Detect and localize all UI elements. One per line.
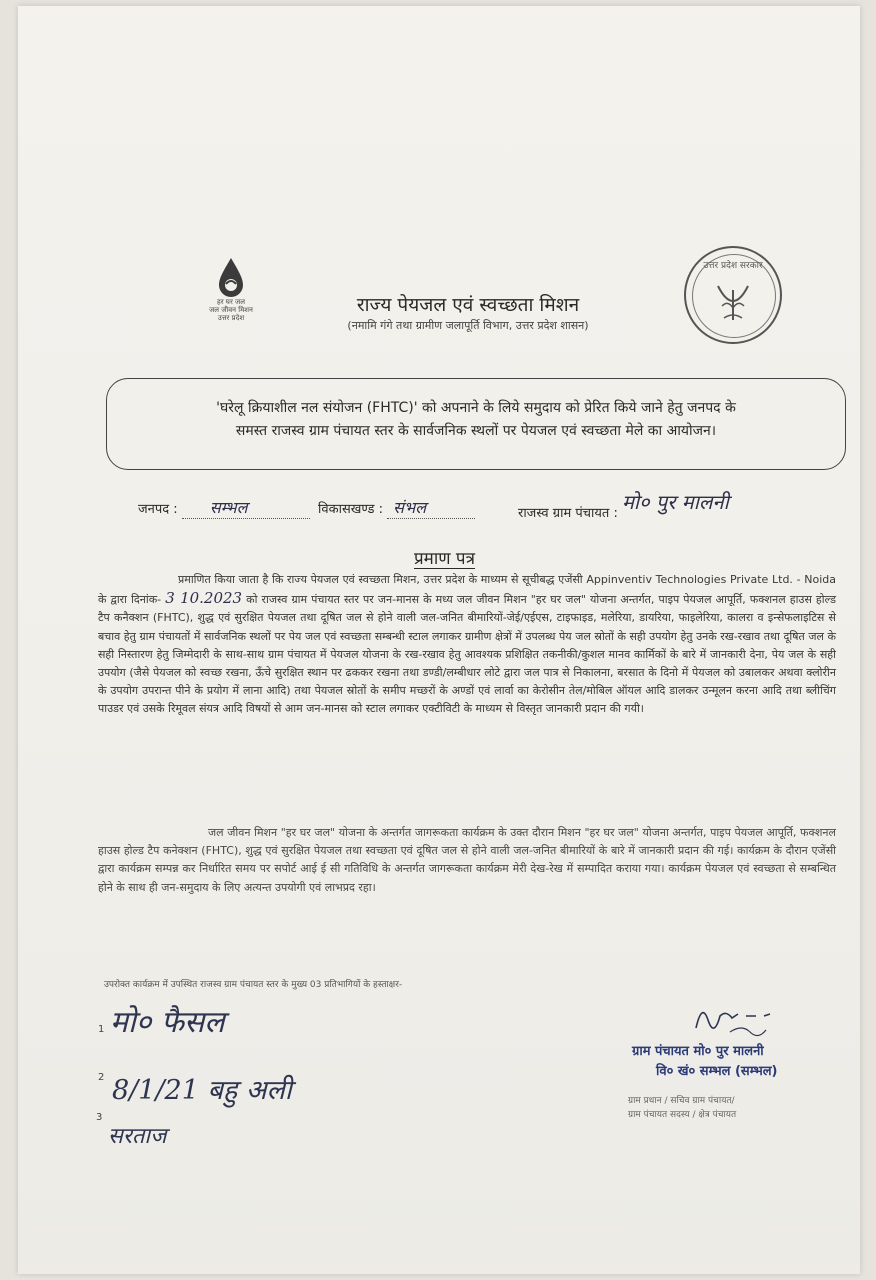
event-date: 3 10.2023 [165, 589, 243, 608]
block-field [318, 496, 475, 519]
seal-text: उत्तर प्रदेश सरकार [703, 261, 763, 271]
banner-line-1: 'घरेलू क्रियाशील नल संयोजन (FHTC)' को अपनाने के लिये समुदाय को प्रेरित किये जाने हेतु जनपद के [216, 400, 736, 416]
village-label: राजस्व ग्राम पंचायत : [518, 506, 618, 521]
logo-caption-1: हर घर जल [217, 298, 245, 306]
village-value: मो० पुर मालनी [621, 490, 729, 514]
witness-intro: उपरोक्त कार्यक्रम में उपस्थित राजस्व ग्राम पंचायत स्तर के मुख्य 03 प्रतिभागियों के हस्ताक्षर- [104, 980, 403, 990]
har-ghar-jal-logo [186, 256, 276, 322]
witness-number-3: 3 [96, 1112, 103, 1123]
witness-signature-2: 8/1/21 बहु अली [112, 1075, 292, 1106]
event-banner [106, 378, 846, 470]
certificate-paragraph-2: जल जीवन मिशन "हर घर जल" योजना के अन्तर्गत जागरूकता कार्यक्रम के उक्त दौरान मिशन "हर घर जल" योजना अन्तर्गत, पाइप पेयजल आपूर्ति, फक्शनल हाउस होल्ड टैप कनेक्शन (FHTC), शुद्ध एवं सुरक्षित पेयजल तथा स्वच्छता एवं दूषित जल से होने वाली जल-जनित बीमारियों के बारे में जानकारी प्रदान की गई। कार्यक्रम के दौरान एजेंसी द्वारा कार्यक्रम सम्पन्न कर निर्धारित समय पर सपोर्ट आई ई सी गतिविधि के अन्तर्गत जागरूकता कार्यक्रम मेरी देख-रेख में सम्पादित कराया गया। कार्यक्रम पेयजल एवं स्वच्छता से सम्बन्धित होने के साथ ही जन-समुदाय के लिए अत्यन्त उपयोगी एवं लाभप्रद रहा। [98, 826, 836, 894]
page-subtitle: (नमामि गंगे तथा ग्रामीण जलापूर्ति विभाग, उत्तर प्रदेश शासन) [347, 319, 589, 332]
para1-part-a: प्रमाणित किया जाता है कि राज्य पेयजल एवं स्वच्छता मिशन, उत्तर प्रदेश के माध्यम से सूचीबद्ध एजेंसी Appinventiv Technologies Private Ltd. - Noida के द्वारा दिनांक- [98, 573, 836, 607]
designation-line-2: ग्राम पंचायत सदस्य / क्षेत्र पंचायत [628, 1110, 737, 1120]
stamp-line-2: वि० खं० सम्भल (सम्भल) [656, 1064, 778, 1079]
district-value: सम्भल [182, 496, 310, 519]
witness-signature-3: सरताज [108, 1124, 167, 1149]
para1-part-b: को राजस्व ग्राम पंचायत स्तर पर जन-मानस के मध्य जल जीवन मिशन "हर घर जल" योजना अन्तर्गत, पाइप पेयजल आपूर्ति, फक्शनल हाउस होल्ड टैप कनैक्शन (FHTC), शुद्ध एवं सुरक्षित पेयजल तथा दूषित जल से होने वाली जल-जनित बीमारियों-जेई/एईएस, टाइफाइड, मलेरिया, डायरिया, फाइलेरिया, कालरा व इन्सेफलाइटिस से बचाव हेतु ग्राम पंचायतों में सार्वजनिक स्थलों पर पेय जल एवं स्वच्छता सम्बन्धी स्टाल लगाकर ग्रामीण क्षेत्रों में उपलब्ध पेय जल स्रोतों के सही उपयोग हेतु उनके रख-रखाव तथा दूषित जल के सही निस्तारण हेतु जिम्मेदारी के साथ-साथ ग्राम पंचायत में पेयजल योजना के रख-रखाव हेतु आवश्यक प्रशिक्षित तकनीकी/कुशल मानव कार्मिकों के बारे में जानकारी देना, पेय जल के सही उपयोग (जैसे पेयजल को स्वच्छ रखना, ऊँचे सुरक्षित स्थान पर ढककर रखना तथा डण्डी/लम्बीधार लोटे द्वारा जल पात्र से निकालना, बरसात के दिनो में पेयजल को उबालकर अथवा क्लोरीन के उपयोग उपरान्त पीने के प्रयोग में लाना आदि) तथा पेयजल स्रोतों के समीप मच्छरों के अण्डों एवं लार्वा का केरोसीन तेल/मोबिल ऑयल आदि डालकर उन्मूलन करना आदि तथा ब्लीचिंग पाउडर एवं उसके रिमूवल संयत्र आदि विषयों से आम जन-मानस को स्टाल लगाकर एक्टीविटी के माध्यम से विस्तृत जानकारी प्रदान की गयी। [98, 593, 837, 716]
district-field [138, 496, 310, 519]
block-label: विकासखण्ड : [318, 502, 384, 517]
banner-line-2: समस्त राजस्व ग्राम पंचायत स्तर के सार्वजनिक स्थलों पर पेयजल एवं स्वच्छता मेले का आयोजन। [235, 423, 717, 439]
certificate-paragraph-1 [98, 571, 836, 719]
witness-number-1: 1 [98, 1024, 105, 1035]
logo-caption-3: उत्तर प्रदेश [217, 314, 245, 322]
up-government-seal [684, 246, 782, 344]
designation-caption [628, 1094, 828, 1122]
block-value: संभल [387, 496, 475, 519]
document-page [18, 6, 860, 1274]
witness-signature-1: मो० फैसल [110, 1005, 225, 1040]
logo-caption-2: जल जीवन मिशन [209, 306, 253, 314]
water-drop-icon [216, 256, 246, 298]
fish-bow-emblem-icon [710, 276, 756, 326]
certificate-heading: प्रमाण पत्र [414, 549, 475, 569]
stamp-line-1: ग्राम पंचायत मो० पुर मालनी [632, 1044, 764, 1059]
village-field [518, 490, 729, 523]
officer-signature-scribble [690, 998, 800, 1038]
page-title: राज्य पेयजल एवं स्वच्छता मिशन [356, 294, 580, 316]
witness-number-2: 2 [98, 1072, 105, 1083]
gram-panchayat-stamp [632, 1042, 842, 1082]
designation-line-1: ग्राम प्रधान / सचिव ग्राम पंचायत/ [628, 1096, 735, 1106]
district-label: जनपद : [138, 502, 178, 517]
